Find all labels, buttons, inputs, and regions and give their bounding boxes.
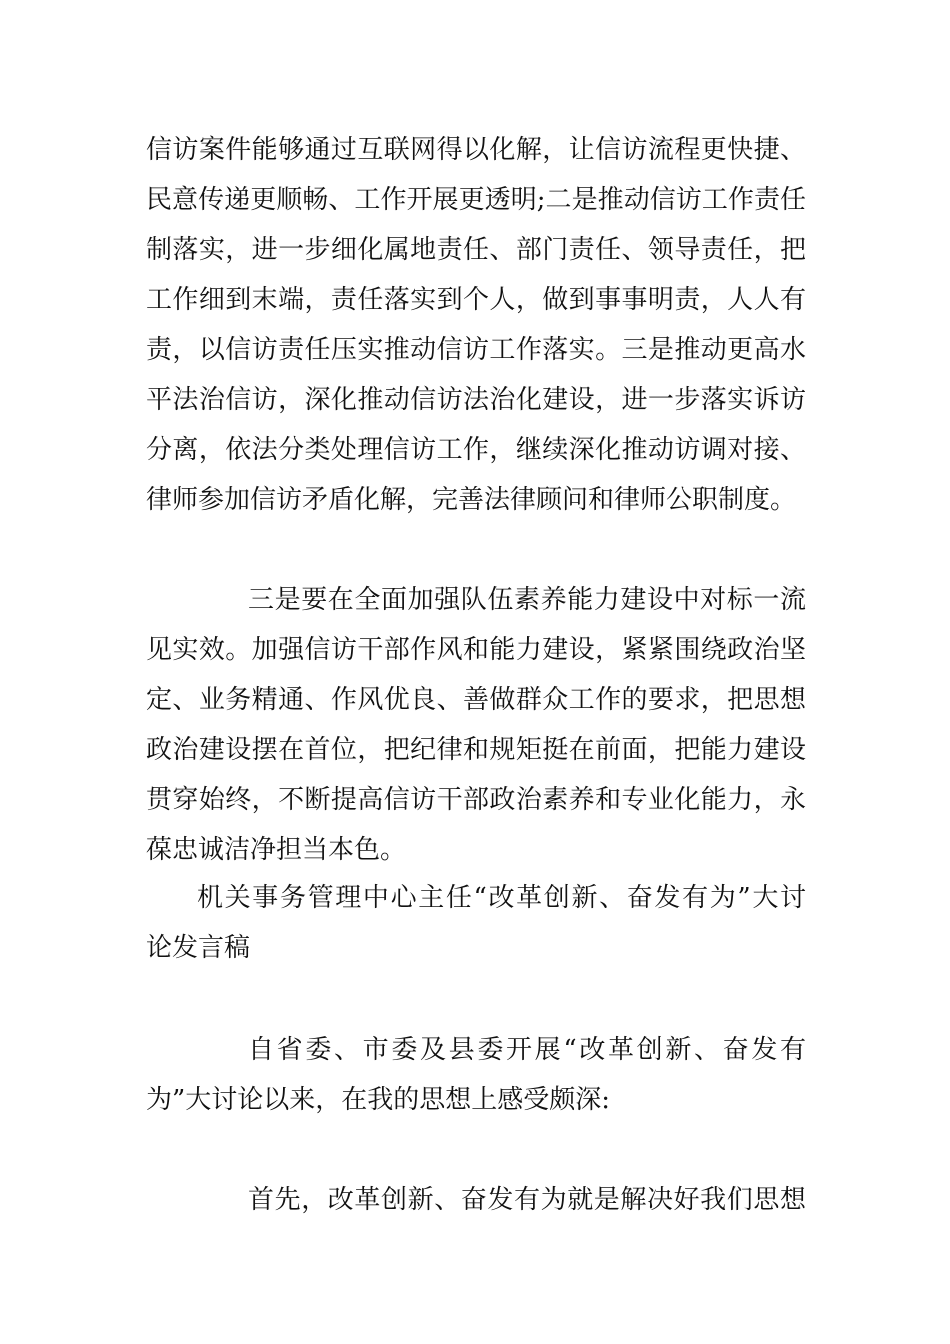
text-line: 三是要在全面加强队伍素养能力建设中对标一流 [248,585,806,615]
text-line: 首先，改革创新、奋发有为就是解决好我们思想 [248,1185,806,1215]
text-line: 律师参加信访矛盾化解，完善法律顾问和律师公职制度。 [146,485,797,515]
text-line: 贯穿始终，不断提高信访干部政治素养和专业化能力，永 [146,785,806,815]
text-line: 信访案件能够通过互联网得以化解，让信访流程更快捷、 [146,135,806,165]
text-line: 平法治信访，深化推动信访法治化建设，进一步落实诉访 [146,385,806,415]
text-line: 见实效。加强信访干部作风和能力建设，紧紧围绕政治坚 [146,635,806,665]
text-line: 制落实，进一步细化属地责任、部门责任、领导责任，把 [146,235,806,265]
text-line: 民意传递更顺畅、工作开展更透明;二是推动信访工作责任 [146,185,806,215]
text-line: 责，以信访责任压实推动信访工作落实。三是推动更高水 [146,335,806,365]
text-line: 机关事务管理中心主任“改革创新、奋发有为”大讨 [197,883,806,913]
text-line: 定、业务精通、作风优良、善做群众工作的要求，把思想 [146,685,806,715]
text-line: 分离，依法分类处理信访工作，继续深化推动访调对接、 [146,435,806,465]
text-line: 论发言稿 [146,933,251,963]
text-line: 工作细到末端，责任落实到个人，做到事事明责，人人有 [146,285,806,315]
text-line: 葆忠诚洁净担当本色。 [146,835,407,865]
text-line: 为”大讨论以来，在我的思想上感受颇深: [146,1085,611,1115]
text-line: 自省委、市委及县委开展“改革创新、奋发有 [248,1035,806,1065]
text-line: 政治建设摆在首位，把纪律和规矩挺在前面，把能力建设 [146,735,806,765]
